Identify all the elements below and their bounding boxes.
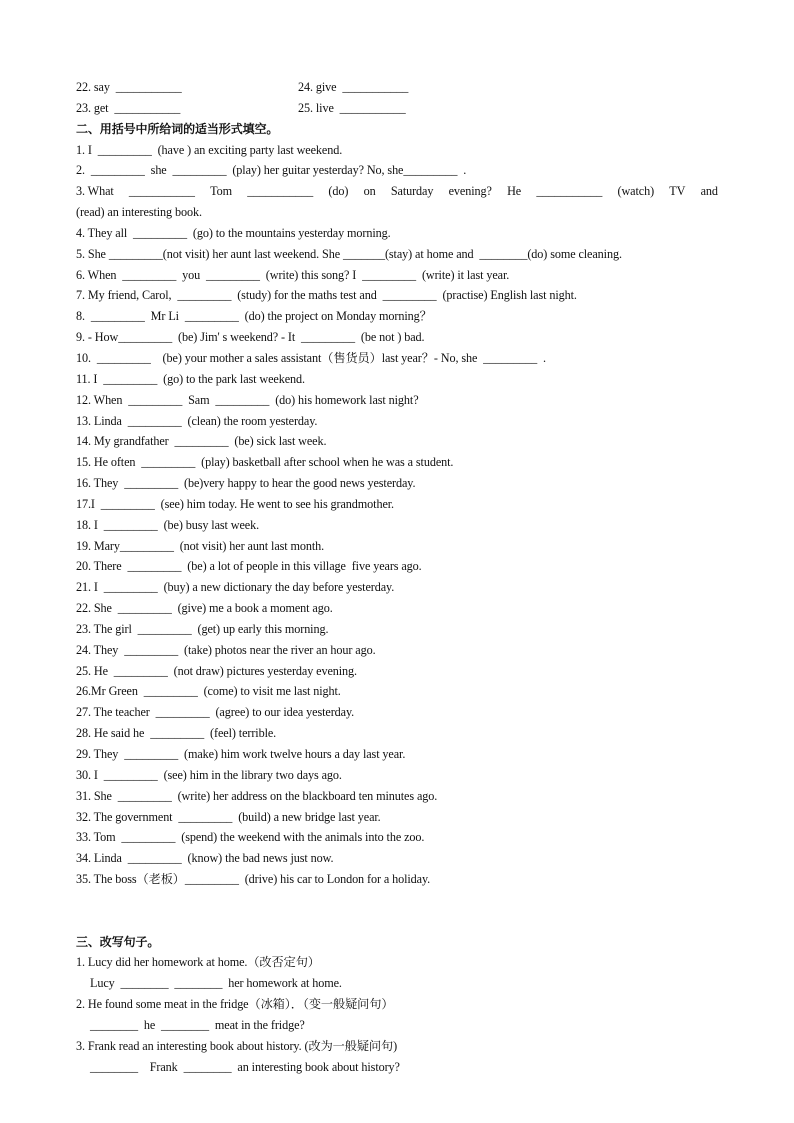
- answer-blank: ___________: [128, 184, 195, 199]
- question-line: 10. _________ (be) your mother a sales assistant（售货员）last year？- No, she _________ .: [76, 350, 546, 365]
- vocab-item: 24. give ___________: [298, 80, 409, 94]
- section-heading-rewrite: 三、改写句子。: [76, 934, 160, 949]
- question-word: He: [507, 184, 522, 199]
- vocab-item: 25. live ___________: [298, 100, 406, 115]
- question-line: 12. When _________ Sam _________ (do) his homework last night?: [76, 392, 419, 407]
- question-line: [76, 181, 718, 202]
- question-line: 29. They _________ (make) him work twelve hours a day last year.: [76, 747, 406, 761]
- vocab-item: 22. say ___________: [76, 80, 182, 94]
- question-word: (do): [328, 184, 349, 199]
- question-line: [76, 890, 718, 911]
- question-line: 28. He said he _________ (feel) terrible.: [76, 726, 277, 741]
- question-line: 2. _________ she _________ (play) her guitar yesterday? No, she_________ .: [76, 163, 467, 178]
- question-line: 34. Linda _________ (know) the bad news just now.: [76, 851, 334, 866]
- rewrite-answer: ________ Frank ________ an interesting book about history?: [90, 1059, 400, 1074]
- question-line: 22. She _________ (give) me a book a moment ago.: [76, 601, 333, 616]
- question-line: 13. Linda _________ (clean) the room yesterday.: [76, 413, 318, 428]
- question-word: and: [700, 184, 718, 199]
- question-word: evening?: [448, 184, 492, 199]
- question-line: 18. I _________ (be) busy last week.: [76, 517, 260, 532]
- question-line: 11. I _________ (go) to the park last weekend.: [76, 371, 305, 386]
- worksheet-page: [76, 77, 718, 1078]
- question-word: TV: [669, 184, 686, 199]
- rewrite-answer: ________ he ________ meat in the fridge?: [90, 1017, 305, 1032]
- rewrite-question: 3. Frank read an interesting book about history. (改为一般疑问句): [76, 1038, 398, 1053]
- question-line: 32. The government _________ (build) a new bridge last year.: [76, 809, 381, 824]
- vocab-item: 23. get ___________: [76, 100, 181, 115]
- question-line: 30. I _________ (see) him in the library two days ago.: [76, 767, 342, 782]
- question-word: on: [363, 184, 376, 199]
- question-line: (read) an interesting book.: [76, 205, 202, 220]
- question-line: 5. She _________(not visit) her aunt last weekend. She _______(stay) at home and ________(do) some cleaning.: [76, 246, 622, 261]
- question-line: 15. He often _________ (play) basketball after school when he was a student.: [76, 455, 454, 470]
- question-line: 25. He _________ (not draw) pictures yesterday evening.: [76, 663, 357, 678]
- question-line: 6. When _________ you _________ (write) this song? I _________ (write) it last year.: [76, 267, 510, 282]
- rewrite-answer: Lucy ________ ________ her homework at home.: [90, 976, 342, 991]
- question-line: 27. The teacher _________ (agree) to our idea yesterday.: [76, 705, 355, 720]
- question-line: 7. My friend, Carol, _________ (study) for the maths test and _________ (practise) English last night.: [76, 288, 577, 303]
- question-line: 17.I _________ (see) him today. He went to see his grandmother.: [76, 496, 394, 511]
- question-word: 3. What: [76, 184, 114, 199]
- question-word: Tom: [210, 184, 232, 199]
- vocab-row: [76, 98, 718, 119]
- question-line: 21. I _________ (buy) a new dictionary the day before yesterday.: [76, 580, 395, 595]
- question-word: (watch): [617, 184, 655, 199]
- question-line: 16. They _________ (be)very happy to hear the good news yesterday.: [76, 476, 416, 491]
- question-line: 24. They _________ (take) photos near the river an hour ago.: [76, 642, 376, 657]
- question-line: 8. _________ Mr Li _________ (do) the project on Monday morning？: [76, 309, 432, 324]
- question-line: 14. My grandfather _________ (be) sick last week.: [76, 434, 327, 449]
- question-line: [76, 911, 718, 932]
- answer-blank: ___________: [247, 184, 314, 199]
- question-line: 26.Mr Green _________ (come) to visit me last night.: [76, 684, 341, 699]
- question-line: 33. Tom _________ (spend) the weekend with the animals into the zoo.: [76, 830, 425, 845]
- question-line: 31. She _________ (write) her address on the blackboard ten minutes ago.: [76, 788, 438, 803]
- question-line: 9. - How_________ (be) Jim' s weekend? - It _________ (be not ) bad.: [76, 330, 425, 345]
- question-line: 19. Mary_________ (not visit) her aunt last month.: [76, 538, 325, 553]
- question-line: 4. They all _________ (go) to the mountains yesterday morning.: [76, 225, 391, 240]
- question-line: 23. The girl _________ (get) up early this morning.: [76, 621, 329, 636]
- question-line: 1. I _________ (have ) an exciting party last weekend.: [76, 142, 343, 157]
- answer-blank: ___________: [536, 184, 603, 199]
- rewrite-question: 1. Lucy did her homework at home.（改否定句）: [76, 955, 320, 970]
- question-line: 35. The boss（老板）_________ (drive) his car to London for a holiday.: [76, 872, 431, 887]
- question-word: Saturday: [390, 184, 434, 199]
- vocab-row: [76, 77, 718, 98]
- section-heading-fill-in: 二、用括号中所给词的适当形式填空。: [76, 121, 279, 136]
- rewrite-question: 2. He found some meat in the fridge（冰箱）．（变一般疑问句）: [76, 997, 394, 1012]
- question-line: 20. There _________ (be) a lot of people in this village five years ago.: [76, 559, 422, 574]
